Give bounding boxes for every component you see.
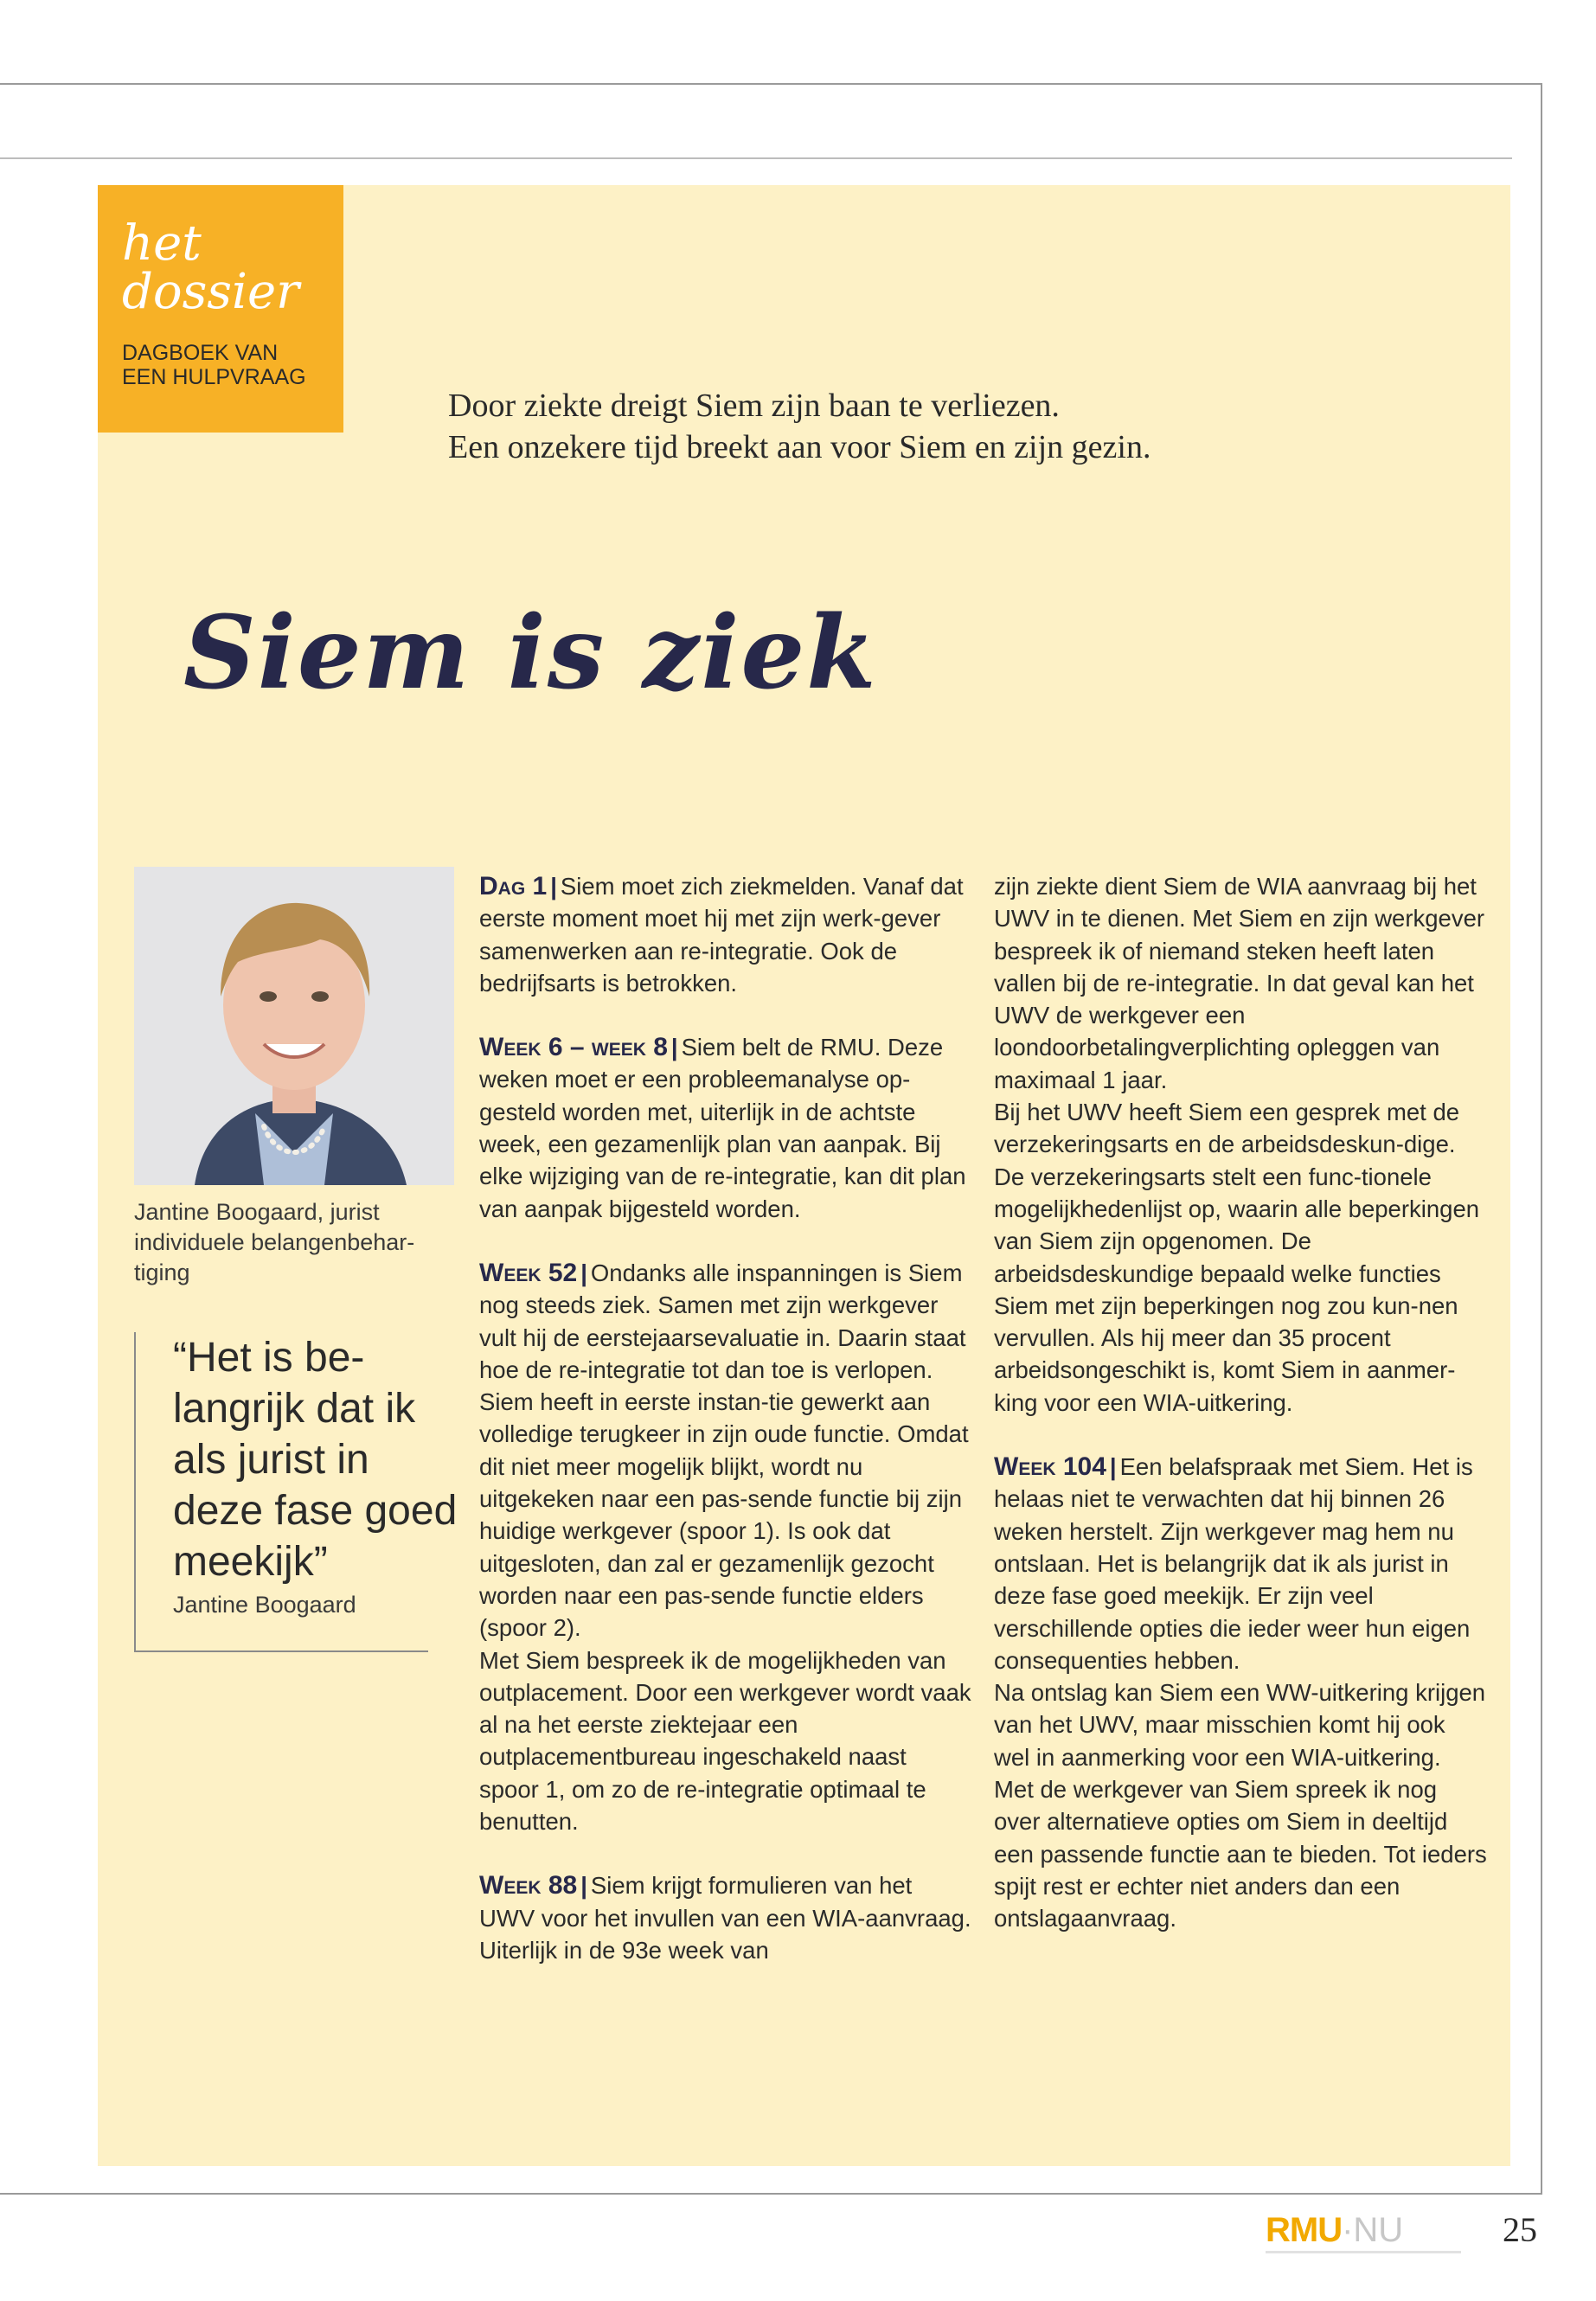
intro-text: [448, 385, 1400, 468]
body-column-2: [994, 870, 1487, 1935]
logo-dot: ·: [1342, 2211, 1354, 2249]
entry-text: Een belafspraak met Siem. Het is helaas niet te verwachten dat hij binnen 26 weken herstelt. Zijn werkgever mag hem nu ontslaan. Het is belangrijk dat ik als jurist in deze fase goed meekijk. Er zijn veel verschillende opties die ieder weer hun eigen consequenties hebben.: [994, 1453, 1473, 1674]
entry-lead: Dag 1: [479, 872, 548, 901]
tag-subtitle-line1: DAGBOEK VAN: [122, 341, 279, 365]
photo-caption: Jantine Boogaard, jurist individuele belangenbehar-tiging: [134, 1199, 415, 1285]
section-tag-subtitle: [122, 341, 338, 389]
page-frame-bottom: [0, 2193, 1542, 2195]
intro-line2: Een onzekere tijd breekt aan voor Siem en zijn gezin.: [448, 429, 1151, 465]
entry-separator: |: [1109, 1453, 1117, 1481]
entry-separator: |: [550, 873, 557, 900]
entry-week-88-continued: zijn ziekte dient Siem de WIA aanvraag bij het UWV in te dienen. Met Siem en zijn werkgever bespreek ik of niemand steken heeft laten vallen bij de re-integratie. In dat geval kan het UWV de werkgever een loondoorbetalingverplichting opleggen van maximaal 1 jaar.: [994, 873, 1485, 1093]
pull-quote-text: “Het is be-langrijk dat ik als jurist in deze fase goed meekijk”: [173, 1335, 458, 1585]
entry-week-88: [479, 1869, 972, 1966]
entry-lead: Week 6 – week 8: [479, 1033, 668, 1062]
portrait-illustration: [134, 867, 454, 1185]
entry-separator: |: [580, 1259, 587, 1286]
entry-week-52-continued: Met Siem bespreek ik de mogelijkheden van outplacement. Door een werkgever wordt vaak al na het eerste ziektejaar een outplacementbureau ingeschakeld naast spoor 1, om zo de re-integratie optimaal te benutten.: [479, 1646, 971, 1836]
logo-underline: [1266, 2251, 1461, 2253]
pull-quote-author: Jantine Boogaard: [173, 1592, 356, 1618]
page-number: 25: [1503, 2210, 1537, 2249]
logo-nu: NU: [1353, 2211, 1404, 2249]
intro-line1: Door ziekte dreigt Siem zijn baan te verliezen.: [448, 388, 1060, 424]
logo-rmu: RMU: [1266, 2211, 1343, 2249]
ontslag-paragraph: Na ontslag kan Siem een WW-uitkering krijgen van het UWV, maar misschien komt hij ook wel in aanmerking voor een WIA-uitkering. Met de werkgever van Siem spreek ik nog over alternatieve opties om Siem in deeltijd een passende functie aan te bieden. Tot ieders spijt rest er echter niet anders dan een ontslagaanvraag.: [994, 1679, 1487, 1932]
entry-dag-1: [479, 870, 972, 999]
tag-title-line2: dossier: [122, 264, 299, 320]
entry-week-6-8: [479, 1031, 972, 1225]
page-frame-right: [1541, 83, 1542, 2194]
entry-separator: |: [580, 1872, 587, 1900]
section-tag-title: [122, 215, 299, 320]
uwv-paragraph: Bij het UWV heeft Siem een gesprek met de verzekeringsarts en de arbeidsdeskun-dige. De verzekeringsarts stelt een func-tionele mogelijkhedenlijst op, waarin alle beperkingen van Siem zijn opgenomen. De arbeidsdeskundige bepaald welke functies Siem met zijn beperkingen nog zou kun-nen vervullen. Als hij meer dan 35 procent arbeidsongeschikt is, komt Siem in aanmer-king voor een WIA-uitkering.: [994, 1099, 1480, 1416]
entry-separator: |: [670, 1034, 678, 1061]
entry-week-52: [479, 1257, 972, 1644]
body-column-1: [479, 870, 972, 1966]
entry-text: Siem belt de RMU. Deze weken moet er een probleemanalyse op-gesteld worden met, uiterlijk in de achtste week, een gezamenlijk plan van aanpak. Bij elke wijziging van de re-integratie, kan dit plan van aanpak bijgesteld worden.: [479, 1034, 966, 1222]
entry-lead: Week 88: [479, 1871, 578, 1900]
rmu-nu-logo: [1266, 2208, 1403, 2253]
page-frame-top: [0, 83, 1542, 85]
entry-lead: Week 52: [479, 1258, 578, 1287]
section-tag: [98, 185, 343, 433]
article-headline: Siem is ziek: [183, 594, 878, 712]
entry-text: Siem moet zich ziekmelden. Vanaf dat eerste moment moet hij met zijn werk-gever samenwerken aan re-integratie. Ook de bedrijfsarts is betrokken.: [479, 873, 964, 997]
entry-week-104: [994, 1451, 1487, 1676]
pull-quote: [134, 1332, 458, 1652]
entry-lead: Week 104: [994, 1452, 1106, 1482]
tag-subtitle-line2: EEN HULPVRAAG: [122, 365, 306, 389]
author-photo: [134, 867, 454, 1185]
tag-title-line1: het: [122, 215, 202, 272]
header-rule: [0, 157, 1512, 159]
entry-text: Ondanks alle inspanningen is Siem nog steeds ziek. Samen met zijn werkgever vult hij de eerstejaarsevaluatie in. Daarin staat hoe de re-integratie tot dan toe is verlopen. Siem heeft in eerste instan-tie gewerkt aan volledige terugkeer in zijn oude functie. Omdat dit niet meer mogelijk blijkt, wordt nu uitgekeken naar een pas-sende functie bij zijn huidige werkgever (spoor 1). Is ook dat uitgesloten, dan zal er gezamenlijk gezocht worden naar een pas-sende functie elders (spoor 2).: [479, 1259, 969, 1642]
entry-text: Siem krijgt formulieren van het UWV voor het invullen van een WIA-aanvraag. Uiterlijk in de 93e week van: [479, 1872, 971, 1964]
